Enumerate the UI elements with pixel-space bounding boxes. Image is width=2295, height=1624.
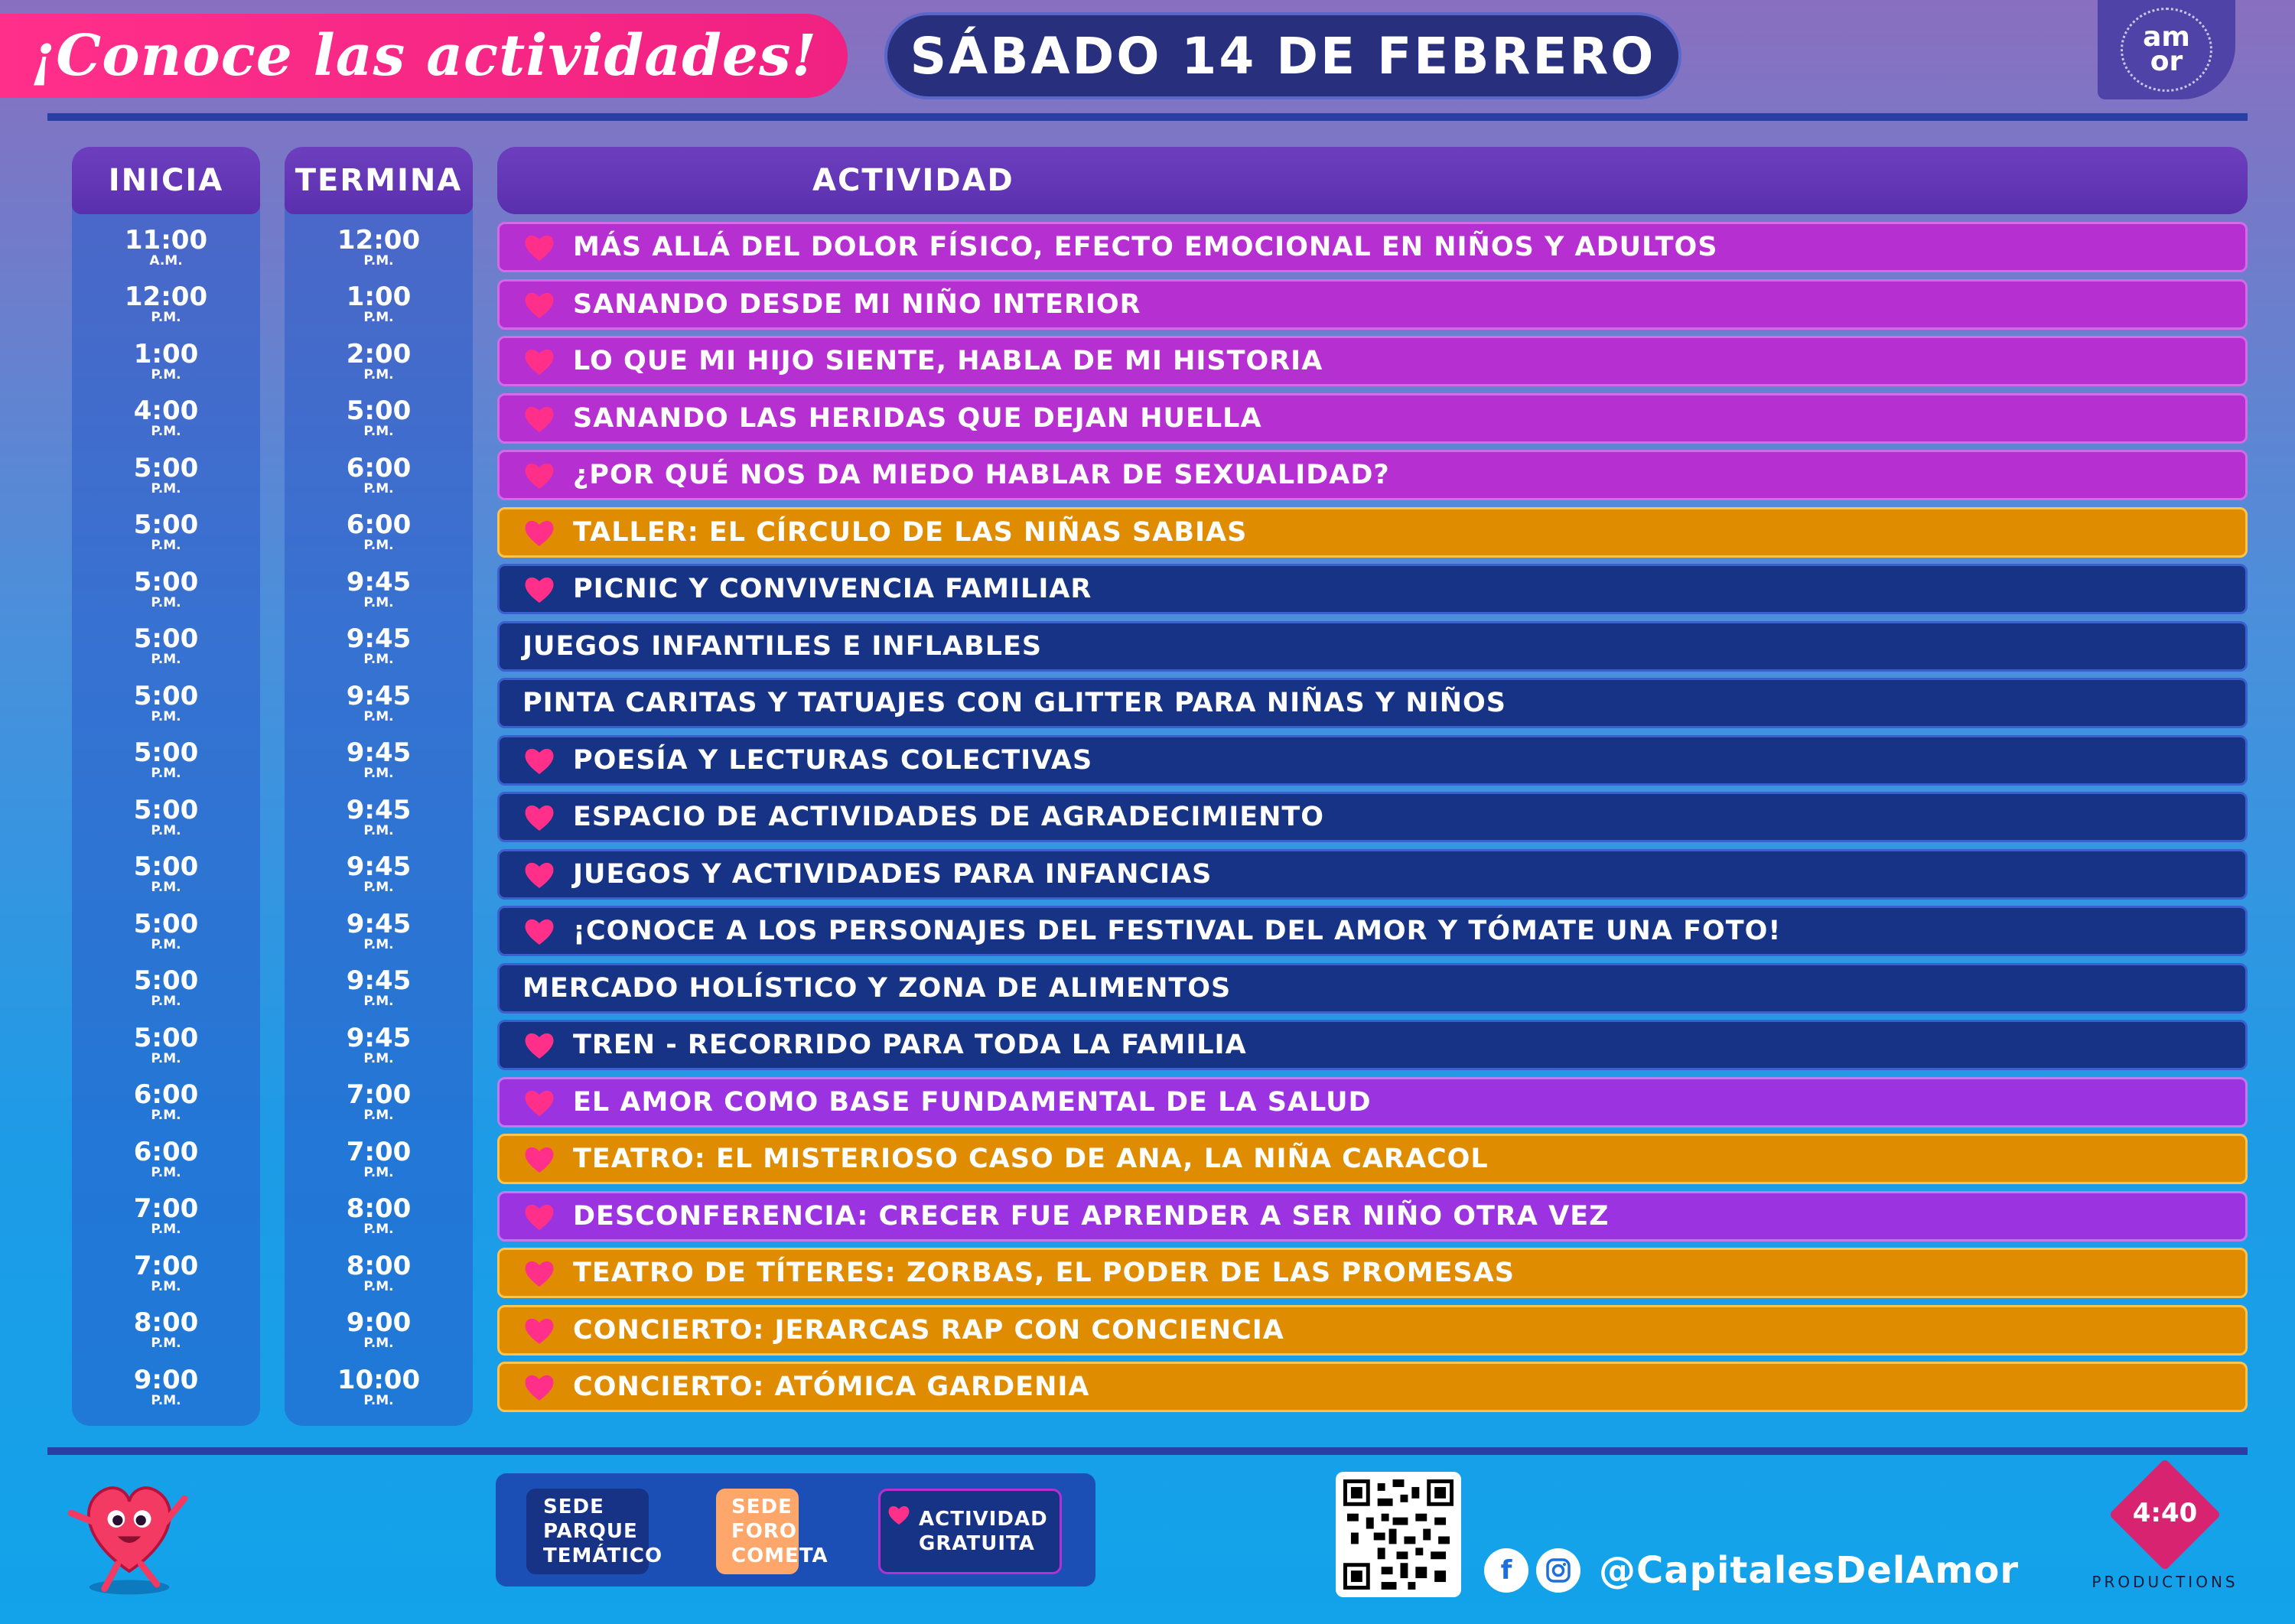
start-time-value: 4:00 [133, 395, 199, 426]
legend-park-line-2: PARQUE [543, 1520, 638, 1543]
end-time-value: 9:45 [346, 965, 412, 996]
start-time-period: P.M. [151, 1050, 181, 1066]
start-time-period: P.M. [151, 652, 181, 667]
activity-cell [497, 1305, 2248, 1356]
end-time-value: 9:45 [346, 566, 412, 597]
end-time-period: P.M. [363, 1050, 394, 1066]
start-time-value: 5:00 [133, 737, 199, 768]
activity-name: MÁS ALLÁ DEL DOLOR FÍSICO, EFECTO EMOCIONAL EN NIÑOS Y ADULTOS [573, 232, 1718, 262]
activity-name: ESPACIO DE ACTIVIDADES DE AGRADECIMIENTO [573, 802, 1325, 832]
activity-name: JUEGOS Y ACTIVIDADES PARA INFANCIAS [573, 858, 1213, 890]
start-time-value: 5:00 [133, 509, 199, 540]
end-time [285, 564, 473, 614]
end-time-period: P.M. [363, 994, 394, 1009]
table-row [0, 564, 2295, 614]
heart-icon [522, 802, 556, 832]
end-time [285, 279, 473, 330]
table-row [0, 336, 2295, 386]
end-time-period: P.M. [363, 1108, 394, 1123]
instagram-icon[interactable] [1536, 1548, 1580, 1593]
start-time-period: P.M. [151, 1222, 181, 1237]
end-time-period: P.M. [363, 594, 394, 610]
table-row [0, 621, 2295, 672]
legend-parque-tematico [526, 1489, 663, 1574]
end-time-value: 9:45 [346, 1022, 412, 1053]
amor-logo-mark: am or [2121, 8, 2212, 92]
activity-cell [497, 621, 2248, 672]
end-time-period: P.M. [363, 1392, 394, 1408]
start-time-value: 5:00 [133, 680, 199, 711]
end-time [285, 792, 473, 842]
start-time-value: 6:00 [133, 1136, 199, 1167]
activity-name: SANANDO LAS HERIDAS QUE DEJAN HUELLA [573, 402, 1262, 434]
end-time-period: P.M. [363, 880, 394, 895]
start-time [72, 963, 260, 1014]
end-time-value: 8:00 [346, 1193, 412, 1224]
end-time-value: 8:00 [346, 1250, 412, 1281]
productions-word: PRODUCTIONS [2092, 1573, 2238, 1591]
activity-name: TEATRO: EL MISTERIOSO CASO DE ANA, LA NIÑA CARACOL [573, 1144, 1489, 1174]
end-time-value: 6:00 [346, 509, 412, 540]
table-row [0, 1305, 2295, 1356]
end-time [285, 1077, 473, 1128]
start-time-period: P.M. [151, 1336, 181, 1351]
end-time [285, 963, 473, 1014]
end-time-value: 6:00 [346, 452, 412, 483]
legend-park-line-1: SEDE [543, 1495, 604, 1518]
activity-cell [497, 222, 2248, 272]
legend-foro-line-2: FORO [731, 1520, 797, 1543]
start-time-period: P.M. [151, 538, 181, 553]
start-time-period: P.M. [151, 994, 181, 1009]
start-time [72, 1191, 260, 1242]
start-time-value: 7:00 [133, 1193, 199, 1224]
start-time-period: P.M. [151, 310, 181, 325]
end-time [285, 1362, 473, 1412]
heart-icon [522, 289, 556, 320]
header-end: TERMINA [285, 147, 473, 214]
start-time [72, 1134, 260, 1184]
end-time [285, 393, 473, 444]
activity-name: CONCIERTO: JERARCAS RAP CON CONCIENCIA [573, 1314, 1284, 1346]
end-time-value: 9:45 [346, 908, 412, 939]
end-time-period: P.M. [363, 366, 394, 382]
start-time-period: P.M. [151, 366, 181, 382]
header-activity: ACTIVIDAD [497, 147, 2248, 214]
activity-name: PICNIC Y CONVIVENCIA FAMILIAR [573, 574, 1092, 604]
social-handle-text: @CapitalesDelAmor [1599, 1549, 2020, 1592]
end-time-period: P.M. [363, 652, 394, 667]
activity-cell [497, 1020, 2248, 1070]
activity-name: TEATRO DE TÍTERES: ZORBAS, EL PODER DE LAS PROMESAS [573, 1258, 1515, 1288]
start-time-value: 7:00 [133, 1250, 199, 1281]
start-time-value: 5:00 [133, 794, 199, 825]
table-row [0, 1020, 2295, 1070]
start-time [72, 393, 260, 444]
heart-icon [522, 403, 556, 434]
activity-cell [497, 450, 2248, 500]
start-time-value: 5:00 [133, 1022, 199, 1053]
heart-icon [522, 1258, 556, 1288]
activity-cell [497, 1077, 2248, 1128]
end-time [285, 849, 473, 900]
start-time-period: P.M. [151, 822, 181, 838]
table-row [0, 1362, 2295, 1412]
legend-foro-line-3: COMETA [731, 1544, 828, 1567]
start-time-period: P.M. [151, 1278, 181, 1294]
start-time [72, 450, 260, 500]
end-time [285, 906, 473, 956]
start-time [72, 336, 260, 386]
end-time [285, 1248, 473, 1298]
activity-cell [497, 906, 2248, 956]
activity-cell [497, 393, 2248, 444]
end-time-value: 10:00 [337, 1364, 421, 1395]
start-time [72, 222, 260, 272]
table-row [0, 450, 2295, 500]
activity-cell [497, 1248, 2248, 1298]
end-time [285, 1020, 473, 1070]
end-time [285, 1134, 473, 1184]
start-time-value: 9:00 [133, 1364, 199, 1395]
activity-name: POESÍA Y LECTURAS COLECTIVAS [573, 744, 1093, 776]
activity-cell [497, 1191, 2248, 1242]
activity-name: SANANDO DESDE MI NIÑO INTERIOR [573, 288, 1141, 320]
end-time-period: P.M. [363, 480, 394, 496]
start-time-value: 5:00 [133, 623, 199, 654]
table-row [0, 906, 2295, 956]
end-time-period: P.M. [363, 1336, 394, 1351]
start-time [72, 621, 260, 672]
end-time-value: 9:45 [346, 680, 412, 711]
legend-foro-cometa [716, 1489, 828, 1574]
start-time [72, 849, 260, 900]
end-time [285, 1191, 473, 1242]
header-start: INICIA [72, 147, 260, 214]
start-time-period: P.M. [151, 480, 181, 496]
start-time [72, 792, 260, 842]
heart-icon [522, 1201, 556, 1232]
activity-cell [497, 792, 2248, 842]
event-date: SÁBADO 14 DE FEBRERO [884, 12, 1681, 99]
start-time-value: 6:00 [133, 1079, 199, 1110]
start-time [72, 564, 260, 614]
activity-name: MERCADO HOLÍSTICO Y ZONA DE ALIMENTOS [522, 972, 1232, 1004]
start-time-period: P.M. [151, 708, 181, 724]
heart-icon [522, 745, 556, 776]
start-time-value: 12:00 [124, 282, 208, 312]
end-time-period: P.M. [363, 708, 394, 724]
end-time-value: 1:00 [346, 282, 412, 312]
end-time-value: 5:00 [346, 395, 412, 426]
start-time-period: P.M. [151, 880, 181, 895]
start-time-period: P.M. [151, 1108, 181, 1123]
heart-icon [887, 1503, 911, 1526]
qr-code[interactable] [1336, 1472, 1461, 1597]
table-row [0, 1248, 2295, 1298]
heart-icon [522, 1030, 556, 1060]
activity-cell [497, 963, 2248, 1014]
start-time-period: A.M. [149, 252, 183, 268]
heart-icon [522, 517, 556, 548]
amor-logo [2098, 0, 2235, 99]
end-time-value: 9:00 [346, 1307, 412, 1338]
end-time-period: P.M. [363, 424, 394, 439]
start-time-period: P.M. [151, 936, 181, 952]
end-time-value: 9:45 [346, 737, 412, 768]
end-time-value: 9:45 [346, 851, 412, 882]
end-time [285, 678, 473, 728]
start-time [72, 1248, 260, 1298]
heart-icon [522, 346, 556, 376]
heart-icon [522, 1372, 556, 1402]
activity-cell [497, 1362, 2248, 1412]
activity-name: PINTA CARITAS Y TATUAJES CON GLITTER PARA NIÑAS Y NIÑOS [522, 688, 1506, 718]
table-row [0, 1191, 2295, 1242]
legend-free-line-1: ACTIVIDAD [919, 1508, 1048, 1531]
start-time-period: P.M. [151, 424, 181, 439]
end-time [285, 450, 473, 500]
activity-cell [497, 279, 2248, 330]
heart-icon [522, 1144, 556, 1174]
start-time-value: 1:00 [133, 338, 199, 369]
activity-cell [497, 564, 2248, 614]
activity-name: ¡CONOCE A LOS PERSONAJES DEL FESTIVAL DEL AMOR Y TÓMATE UNA FOTO! [573, 916, 1782, 946]
legend-park-line-3: TEMÁTICO [543, 1544, 663, 1567]
table-row [0, 678, 2295, 728]
end-time-value: 7:00 [346, 1136, 412, 1167]
end-time [285, 507, 473, 558]
legend-free-line-2: GRATUITA [919, 1532, 1035, 1555]
qr-code-icon [1343, 1479, 1454, 1590]
heart-icon [522, 1087, 556, 1118]
activity-name: DESCONFERENCIA: CRECER FUE APRENDER A SER NIÑO OTRA VEZ [573, 1200, 1610, 1232]
top-divider [47, 113, 2248, 121]
activity-name: TALLER: EL CÍRCULO DE LAS NIÑAS SABIAS [573, 516, 1248, 548]
start-time-value: 8:00 [133, 1307, 199, 1338]
end-time-period: P.M. [363, 936, 394, 952]
activity-cell [497, 507, 2248, 558]
heart-icon [522, 574, 556, 604]
start-time-period: P.M. [151, 594, 181, 610]
table-row [0, 735, 2295, 786]
end-time [285, 621, 473, 672]
end-time-period: P.M. [363, 766, 394, 781]
activity-name: CONCIERTO: ATÓMICA GARDENIA [573, 1372, 1090, 1402]
legend-actividad-gratuita [878, 1489, 1062, 1574]
productions-logo [2073, 1467, 2241, 1597]
table-row [0, 222, 2295, 272]
start-time [72, 1305, 260, 1356]
end-time-value: 12:00 [337, 224, 421, 255]
legend-foro-line-1: SEDE [731, 1495, 793, 1518]
activity-name: TREN - RECORRIDO PARA TODA LA FAMILIA [573, 1030, 1247, 1060]
end-time [285, 222, 473, 272]
page-title: ¡Conoce las actividades! [0, 14, 848, 98]
end-time-value: 9:45 [346, 623, 412, 654]
start-time [72, 279, 260, 330]
table-row [0, 393, 2295, 444]
start-time-value: 5:00 [133, 908, 199, 939]
legend [496, 1473, 1095, 1587]
end-time-period: P.M. [363, 1222, 394, 1237]
end-time [285, 1305, 473, 1356]
activity-cell [497, 678, 2248, 728]
start-time-value: 11:00 [124, 224, 208, 255]
start-time-value: 5:00 [133, 566, 199, 597]
table-row [0, 849, 2295, 900]
heart-icon [522, 1315, 556, 1346]
table-row [0, 963, 2295, 1014]
heart-mascot-icon [57, 1455, 202, 1600]
facebook-icon[interactable]: f [1484, 1548, 1528, 1593]
start-time-period: P.M. [151, 766, 181, 781]
heart-icon [522, 460, 556, 490]
end-time-value: 7:00 [346, 1079, 412, 1110]
start-time [72, 1077, 260, 1128]
table-row [0, 279, 2295, 330]
start-time [72, 507, 260, 558]
start-time [72, 735, 260, 786]
bottom-divider [47, 1447, 2248, 1455]
start-time [72, 1362, 260, 1412]
activity-name: LO QUE MI HIJO SIENTE, HABLA DE MI HISTORIA [573, 346, 1323, 376]
activity-cell [497, 1134, 2248, 1184]
end-time-period: P.M. [363, 1164, 394, 1180]
end-time [285, 336, 473, 386]
start-time-value: 5:00 [133, 851, 199, 882]
heart-icon [522, 916, 556, 946]
activity-cell [497, 735, 2248, 786]
table-row [0, 507, 2295, 558]
activity-name: EL AMOR COMO BASE FUNDAMENTAL DE LA SALUD [573, 1086, 1372, 1118]
end-time-period: P.M. [363, 538, 394, 553]
table-row [0, 1134, 2295, 1184]
activity-name: ¿POR QUÉ NOS DA MIEDO HABLAR DE SEXUALIDAD? [573, 460, 1390, 490]
end-time-period: P.M. [363, 252, 394, 268]
start-time-period: P.M. [151, 1392, 181, 1408]
start-time [72, 906, 260, 956]
end-time-period: P.M. [363, 1278, 394, 1294]
activity-name: JUEGOS INFANTILES E INFLABLES [522, 630, 1043, 662]
heart-icon [522, 232, 556, 262]
table-row [0, 1077, 2295, 1128]
heart-icon [522, 859, 556, 890]
activity-cell [497, 336, 2248, 386]
end-time-value: 2:00 [346, 338, 412, 369]
end-time-period: P.M. [363, 822, 394, 838]
start-time [72, 1020, 260, 1070]
productions-number: 4:40 [2132, 1498, 2198, 1528]
start-time [72, 678, 260, 728]
table-row [0, 792, 2295, 842]
end-time-period: P.M. [363, 310, 394, 325]
activity-cell [497, 849, 2248, 900]
start-time-value: 5:00 [133, 452, 199, 483]
end-time [285, 735, 473, 786]
end-time-value: 9:45 [346, 794, 412, 825]
start-time-value: 5:00 [133, 965, 199, 996]
social-handle [1484, 1544, 2019, 1597]
start-time-period: P.M. [151, 1164, 181, 1180]
